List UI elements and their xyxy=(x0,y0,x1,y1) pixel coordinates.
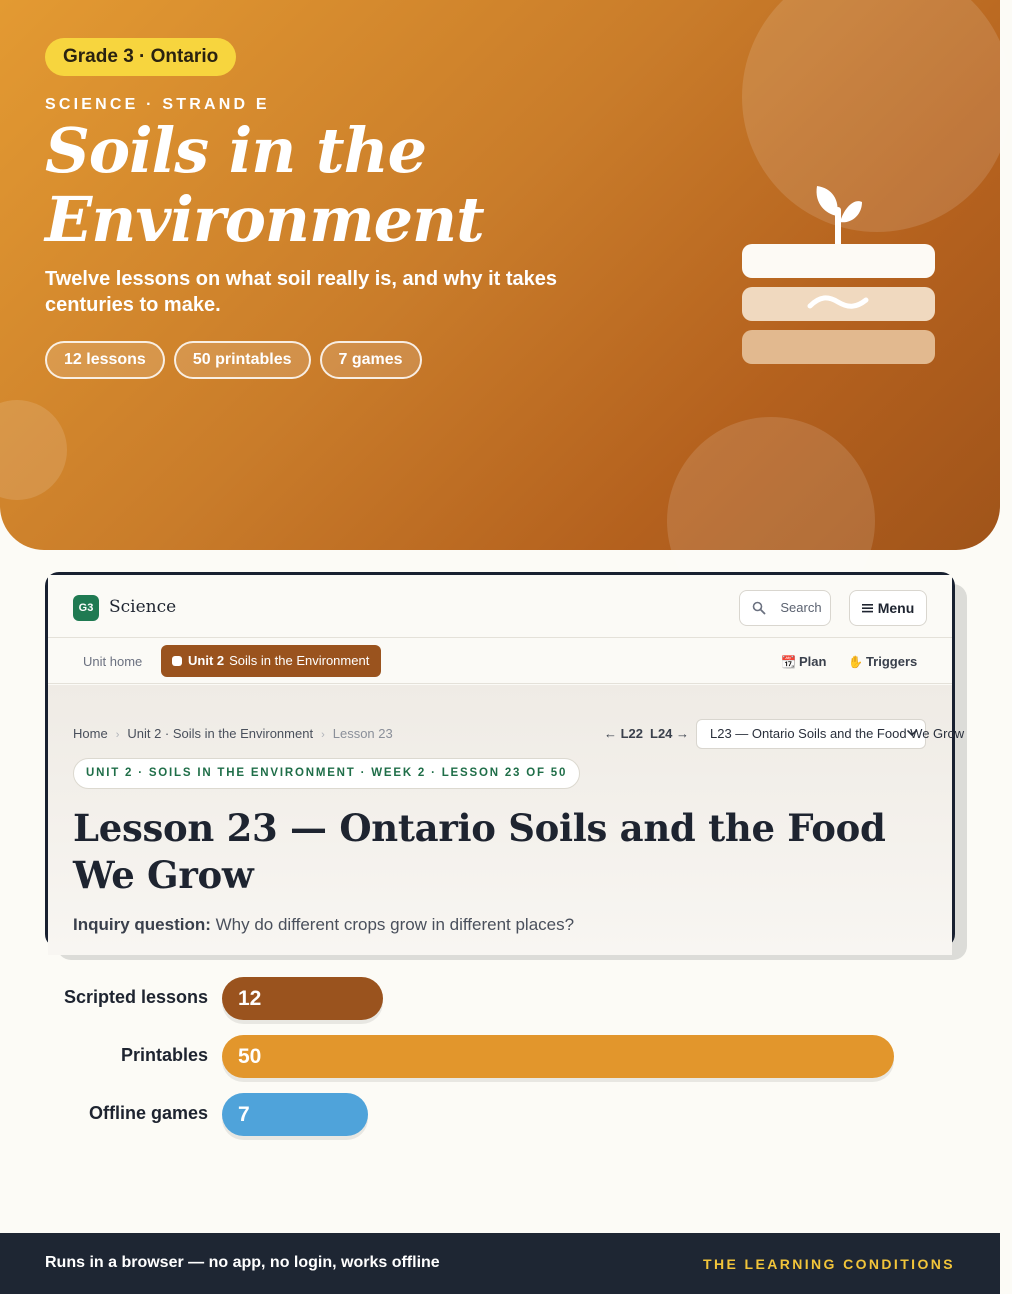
tab-unit-prefix: Unit 2 xyxy=(188,653,225,668)
bar-1 xyxy=(222,1035,894,1078)
footer-tagline: Runs in a browser — no app, no login, works offline xyxy=(45,1254,440,1271)
bar-0 xyxy=(222,977,383,1020)
chevron-right-icon: › xyxy=(115,729,120,741)
hero-stat-pills xyxy=(45,341,422,379)
tab-triggers[interactable] xyxy=(848,654,917,669)
lesson-title: Lesson 23 — Ontario Soils and the Food We Grow xyxy=(73,806,886,897)
decor-circle xyxy=(0,400,67,500)
hero-subtitle: Twelve lessons on what soil really is, and why it takes centuries to make. xyxy=(45,268,558,316)
footer xyxy=(0,1233,1000,1294)
search-button[interactable] xyxy=(739,590,831,626)
tab-unit-home[interactable]: Unit home xyxy=(83,654,143,669)
tab-triggers-label: Triggers xyxy=(865,654,918,669)
calendar-icon: 📆 xyxy=(781,655,796,669)
app-name: Science xyxy=(109,597,177,617)
active-dot-icon xyxy=(172,656,182,666)
stat-pill-games: 7 games xyxy=(320,341,422,379)
unit-tabbar xyxy=(48,638,952,684)
soil-layers-sprout-icon xyxy=(740,180,940,370)
menu-button[interactable] xyxy=(849,590,927,626)
tab-unit-2[interactable] xyxy=(161,645,381,677)
footer-brand: THE LEARNING CONDITIONS xyxy=(703,1256,955,1272)
next-lesson-link[interactable]: L24 → xyxy=(650,726,690,741)
prev-lesson-link[interactable]: ← L22 xyxy=(604,726,644,741)
lesson-select-value: L23 — Ontario Soils and the Food We Grow xyxy=(710,726,965,741)
chevron-right-icon: › xyxy=(321,729,325,741)
bar-value-label-1: 50 xyxy=(238,1045,262,1068)
lesson-pager xyxy=(604,726,689,741)
lesson-select[interactable] xyxy=(696,719,965,749)
hamburger-icon xyxy=(862,603,873,613)
bar-label-2: Offline games xyxy=(88,1103,208,1123)
bar-label-0: Scripted lessons xyxy=(63,987,208,1007)
unit-week-tag: UNIT 2 · SOILS IN THE ENVIRONMENT · WEEK 2 · LESSON 23 OF 50 xyxy=(73,758,580,789)
chevron-down-icon xyxy=(907,730,917,737)
grade-pill: Grade 3 · Ontario xyxy=(45,38,236,76)
inquiry-text: Why do different crops grow in different places? xyxy=(215,915,575,934)
menu-label: Menu xyxy=(877,600,915,616)
app-window-preview xyxy=(45,572,965,948)
breadcrumb-current: Lesson 23 xyxy=(332,726,393,741)
bar-value-label-0: 12 xyxy=(238,987,262,1010)
stat-pill-lessons: 12 lessons xyxy=(45,341,165,379)
inquiry-question xyxy=(73,915,574,935)
bar-label-1: Printables xyxy=(120,1045,208,1065)
breadcrumb-unit[interactable]: Unit 2 · Soils in the Environment xyxy=(127,726,314,741)
breadcrumb xyxy=(73,726,393,741)
tab-plan[interactable] xyxy=(781,654,826,669)
tab-unit-name: Soils in the Environment xyxy=(229,653,370,668)
breadcrumb-home[interactable]: Home xyxy=(73,726,108,741)
raised-hand-icon: ✋ xyxy=(848,655,863,669)
bar-2 xyxy=(222,1093,368,1136)
search-label: Search xyxy=(780,600,822,615)
lesson-header xyxy=(48,685,965,955)
inquiry-label: Inquiry question: xyxy=(73,915,211,934)
stat-pill-printables: 50 printables xyxy=(174,341,311,379)
search-icon xyxy=(752,601,766,615)
bar-value-label-2: 7 xyxy=(238,1103,250,1126)
hero-eyebrow: SCIENCE · STRAND E xyxy=(45,96,270,113)
tab-plan-label: Plan xyxy=(798,654,827,669)
grade-badge: G3 xyxy=(73,595,99,621)
app-topbar xyxy=(48,575,952,638)
hero-title: Soils in the Environment xyxy=(45,114,484,256)
hero-banner xyxy=(0,0,1000,550)
